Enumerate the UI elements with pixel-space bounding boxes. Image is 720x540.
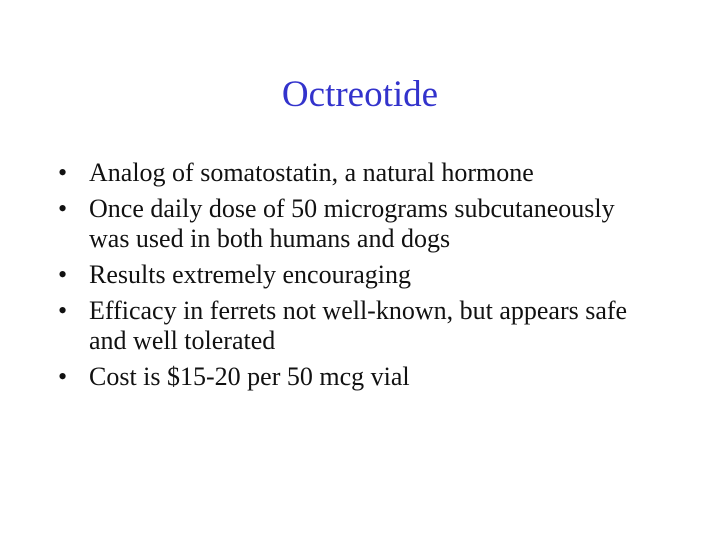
bullet-list (58, 158, 658, 398)
bullet-item (58, 362, 658, 392)
bullet-text: Efficacy in ferrets not well-known, but appears safe and well tolerated (89, 296, 628, 355)
bullet-text: Results extremely encouraging (89, 260, 412, 289)
bullet-text: Analog of somatostatin, a natural hormone (89, 158, 534, 187)
bullet-item (58, 158, 658, 188)
bullet-text: Once daily dose of 50 micrograms subcutaneously was used in both humans and dogs (89, 194, 615, 253)
bullet-icon: • (58, 296, 68, 325)
bullet-text: Cost is $15-20 per 50 mcg vial (89, 362, 410, 391)
bullet-item (58, 296, 658, 356)
bullet-icon: • (58, 362, 68, 391)
bullet-icon: • (58, 194, 68, 223)
bullet-icon: • (58, 260, 68, 289)
bullet-item (58, 260, 658, 290)
bullet-item (58, 194, 658, 254)
bullet-icon: • (58, 158, 68, 187)
slide-title: Octreotide (281, 74, 439, 115)
